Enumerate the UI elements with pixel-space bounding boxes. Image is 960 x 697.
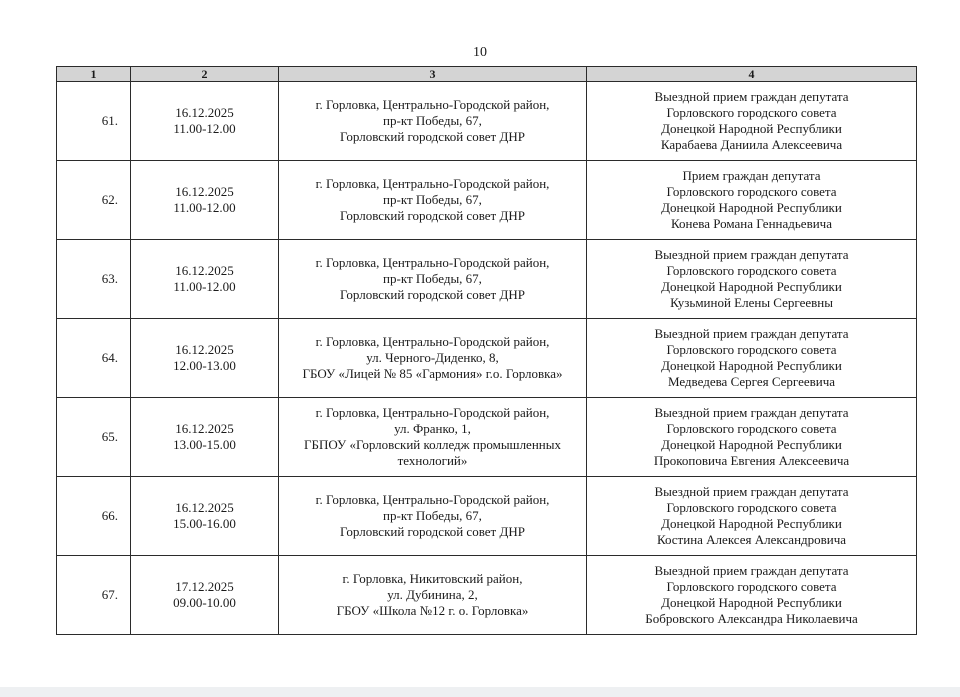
event-description-cell: [587, 556, 917, 635]
address-line: г. Горловка, Центрально-Городской район,: [315, 334, 550, 349]
event-date: 16.12.2025: [175, 184, 234, 199]
event-description-line: Конева Романа Геннадьевича: [671, 216, 832, 231]
header-col-4: 4: [587, 67, 917, 82]
table-row: [57, 477, 917, 556]
event-description-line: Выездной прием граждан депутата: [654, 405, 849, 420]
datetime-cell: [131, 319, 279, 398]
event-description-line: Горловского городского совета: [666, 342, 837, 357]
address-line: пр-кт Победы, 67,: [383, 113, 482, 128]
address-cell: [279, 319, 587, 398]
address-line: ГБОУ «Лицей № 85 «Гармония» г.о. Горловка»: [302, 366, 563, 381]
table-body: [57, 82, 917, 635]
address-line: Горловский городской совет ДНР: [340, 129, 525, 144]
event-time: 15.00-16.00: [173, 516, 236, 531]
event-description-cell: [587, 477, 917, 556]
event-description-line: Костина Алексея Александровича: [656, 532, 847, 547]
event-description-line: Горловского городского совета: [666, 105, 837, 120]
event-date: 16.12.2025: [175, 263, 234, 278]
address-line: ГБПОУ «Горловский колледж промышленных: [304, 437, 561, 452]
event-description-line: Донецкой Народной Республики: [661, 358, 842, 373]
event-description-line: Выездной прием граждан депутата: [654, 247, 849, 262]
address-line: пр-кт Победы, 67,: [383, 508, 482, 523]
event-description-cell: [587, 398, 917, 477]
table-row: [57, 240, 917, 319]
event-description-line: Донецкой Народной Республики: [661, 516, 842, 531]
address-line: г. Горловка, Центрально-Городской район,: [315, 97, 550, 112]
event-description-line: Медведева Сергея Сергеевича: [667, 374, 836, 389]
event-description-line: Горловского городского совета: [666, 263, 837, 278]
event-date: 17.12.2025: [175, 579, 234, 594]
event-description-line: Прием граждан депутата: [682, 168, 821, 183]
datetime-cell: [131, 556, 279, 635]
event-date: 16.12.2025: [175, 342, 234, 357]
address-line: г. Горловка, Центрально-Городской район,: [315, 176, 550, 191]
event-description-cell: [587, 161, 917, 240]
event-description-cell: [587, 240, 917, 319]
event-description-line: Донецкой Народной Республики: [661, 200, 842, 215]
table-row: [57, 161, 917, 240]
header-col-2: 2: [131, 67, 279, 82]
event-description-line: Выездной прием граждан депутата: [654, 89, 849, 104]
address-line: г. Горловка, Центрально-Городской район,: [315, 492, 550, 507]
event-description-line: Донецкой Народной Республики: [661, 121, 842, 136]
address-cell: [279, 556, 587, 635]
address-line: Горловский городской совет ДНР: [340, 524, 525, 539]
address-cell: [279, 161, 587, 240]
event-description-cell: [587, 82, 917, 161]
address-line: г. Горловка, Никитовский район,: [342, 571, 523, 586]
address-line: Горловский городской совет ДНР: [340, 208, 525, 223]
event-description-cell: [587, 319, 917, 398]
table-header-row: [57, 67, 917, 82]
schedule-table: [56, 66, 917, 635]
event-description-line: Горловского городского совета: [666, 500, 837, 515]
event-description-line: Донецкой Народной Республики: [661, 595, 842, 610]
event-time: 09.00-10.00: [173, 595, 236, 610]
event-time: 11.00-12.00: [173, 200, 236, 215]
address-line: ул. Дубинина, 2,: [387, 587, 478, 602]
table-row: [57, 319, 917, 398]
scan-bottom-edge: [0, 687, 960, 697]
header-col-1: 1: [57, 67, 131, 82]
page-number: 10: [473, 45, 487, 60]
address-cell: [279, 398, 587, 477]
event-description-line: Донецкой Народной Республики: [661, 437, 842, 452]
address-line: ул. Черного-Диденко, 8,: [366, 350, 499, 365]
datetime-cell: [131, 398, 279, 477]
row-number-cell: 67.: [57, 556, 131, 635]
row-number-cell: 65.: [57, 398, 131, 477]
datetime-cell: [131, 82, 279, 161]
event-description-line: Горловского городского совета: [666, 579, 837, 594]
address-line: пр-кт Победы, 67,: [383, 271, 482, 286]
event-date: 16.12.2025: [175, 105, 234, 120]
datetime-cell: [131, 161, 279, 240]
event-description-line: Бобровского Александра Николаевича: [645, 611, 858, 626]
address-line: пр-кт Победы, 67,: [383, 192, 482, 207]
address-line: г. Горловка, Центрально-Городской район,: [315, 255, 550, 270]
address-cell: [279, 477, 587, 556]
event-description-line: Прокоповича Евгения Алексеевича: [653, 453, 850, 468]
address-cell: [279, 240, 587, 319]
address-cell: [279, 82, 587, 161]
row-number-cell: 64.: [57, 319, 131, 398]
event-description-line: Донецкой Народной Республики: [661, 279, 842, 294]
table-row: [57, 556, 917, 635]
event-description-line: Выездной прием граждан депутата: [654, 326, 849, 341]
event-date: 16.12.2025: [175, 500, 234, 515]
event-date: 16.12.2025: [175, 421, 234, 436]
address-line: технологий»: [397, 453, 468, 468]
table-row: [57, 398, 917, 477]
event-description-line: Горловского городского совета: [666, 184, 837, 199]
event-description-line: Кузьминой Елены Сергеевны: [670, 295, 833, 310]
table-row: [57, 82, 917, 161]
event-description-line: Горловского городского совета: [666, 421, 837, 436]
event-time: 12.00-13.00: [173, 358, 236, 373]
address-line: г. Горловка, Центрально-Городской район,: [315, 405, 550, 420]
event-time: 11.00-12.00: [173, 121, 236, 136]
event-description-line: Карабаева Даниила Алексеевича: [660, 137, 843, 152]
row-number-cell: 61.: [57, 82, 131, 161]
event-description-line: Выездной прием граждан депутата: [654, 484, 849, 499]
address-line: Горловский городской совет ДНР: [340, 287, 525, 302]
datetime-cell: [131, 240, 279, 319]
address-line: ул. Франко, 1,: [394, 421, 471, 436]
row-number-cell: 62.: [57, 161, 131, 240]
event-time: 11.00-12.00: [173, 279, 236, 294]
row-number-cell: 63.: [57, 240, 131, 319]
row-number-cell: 66.: [57, 477, 131, 556]
event-description-line: Выездной прием граждан депутата: [654, 563, 849, 578]
header-col-3: 3: [279, 67, 587, 82]
address-line: ГБОУ «Школа №12 г. о. Горловка»: [336, 603, 529, 618]
event-time: 13.00-15.00: [173, 437, 236, 452]
datetime-cell: [131, 477, 279, 556]
